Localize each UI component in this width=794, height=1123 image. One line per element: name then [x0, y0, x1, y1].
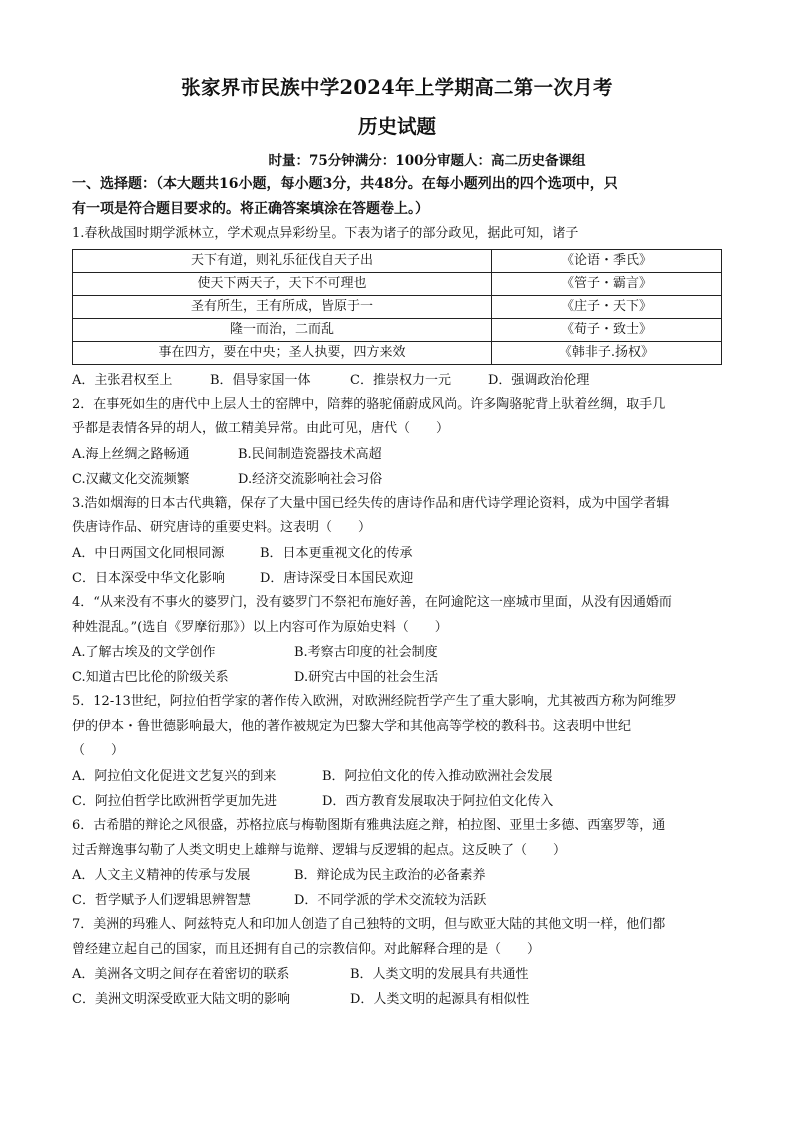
option-a[interactable]: A．阿拉伯文化促进文艺复兴的到来: [72, 768, 277, 784]
table-row: [73, 272, 722, 295]
question-5: [72, 690, 722, 814]
options-row: [72, 789, 722, 814]
option-d[interactable]: D．人类文明的起源具有相似性: [350, 992, 530, 1008]
option-a[interactable]: A．美洲各文明之间存在着密切的联系: [72, 967, 290, 983]
quote-cell: 使天下两天子，天下不可理也: [73, 272, 492, 295]
table-row: [73, 341, 722, 364]
option-c[interactable]: C．美洲文明深受欧亚大陆文明的影响: [72, 992, 290, 1008]
option-c[interactable]: C．日本深受中华文化影响: [72, 570, 225, 586]
question-6: [72, 814, 722, 913]
options-row: [72, 368, 722, 393]
question-stem: 4．“从来没有不事火的婆罗门，没有婆罗门不祭祀布施好善，在阿逾陀这一座城市里面，从没有因通婚而: [72, 594, 672, 610]
options-row: [72, 665, 722, 690]
source-cell: 《韩非子.扬权》: [492, 341, 722, 364]
option-c[interactable]: C．阿拉伯哲学比欧洲哲学更加先进: [72, 793, 277, 809]
question-stem: 6．古希腊的辩论之风很盛，苏格拉底与梅勒图斯有雅典法庭之辩，柏拉图、亚里士多德、西塞罗等，通: [72, 817, 666, 833]
table-row: [73, 295, 722, 318]
option-a[interactable]: A.海上丝绸之路畅通: [72, 446, 190, 462]
option-d[interactable]: D.经济交流影响社会习俗: [238, 471, 383, 487]
question-7: [72, 913, 722, 1012]
question-stem: 7．美洲的玛雅人、阿兹特克人和印加人创造了自己独特的文明，但与欧亚大陆的其他文明一样，他们都: [72, 917, 666, 933]
section-heading-line: 一、选择题：（本大题共16小题，每小题3分，共48分。在每小题列出的四个选项中，只: [72, 176, 618, 192]
option-b[interactable]: B．日本更重视文化的传承: [260, 545, 413, 561]
option-b[interactable]: B.民间制造瓷器技术高超: [238, 446, 382, 462]
exam-meta: 时量：75分钟满分：100分审题人：高二历史备课组: [268, 153, 586, 169]
options-row: [72, 764, 722, 789]
section-heading: [72, 172, 722, 222]
question-stem: 种姓混乱。”(选自《罗摩衍那》）以上内容可作为原始史料（ ）: [72, 619, 448, 635]
options-row: [72, 962, 722, 987]
option-a[interactable]: A．中日两国文化同根同源: [72, 545, 225, 561]
options-row: [72, 987, 722, 1012]
options-row: [72, 566, 722, 591]
option-c[interactable]: C.知道古巴比伦的阶级关系: [72, 670, 229, 686]
question-3: [72, 492, 722, 591]
question-stem: （ ）: [72, 743, 125, 759]
option-d[interactable]: D.研究古中国的社会生活: [294, 670, 439, 686]
source-cell: 《庄子・天下》: [492, 295, 722, 318]
exam-title: 张家界市民族中学2024年上学期高二第一次月考: [181, 76, 613, 99]
options-row: [72, 467, 722, 492]
question-1: [72, 222, 722, 393]
subject-title: 历史试题: [357, 115, 436, 138]
source-cell: 《荀子・致士》: [492, 318, 722, 341]
question-stem: 2．在事死如生的唐代中上层人士的窑牌中，陪葬的骆驼俑蔚成风尚。许多陶骆驼背上驮着丝绸，取手几: [72, 396, 666, 412]
options-row: [72, 863, 722, 888]
option-d[interactable]: D．唐诗深受日本国民欢迎: [260, 570, 414, 586]
quote-cell: 隆一而治，二而乱: [73, 318, 492, 341]
section-heading-line: 有一项是符合题目要求的。将正确答案填涂在答题卷上。）: [72, 201, 429, 217]
option-a[interactable]: A．主张君权至上: [72, 372, 173, 388]
question-2: [72, 393, 722, 492]
option-b[interactable]: B．阿拉伯文化的传入推动欧洲社会发展: [322, 768, 553, 784]
quotes-table: [72, 249, 722, 365]
question-stem: 5．12-13世纪，阿拉伯哲学家的著作传入欧洲，对欧洲经院哲学产生了重大影响，尤其被西方称为阿维罗: [72, 694, 677, 710]
table-row: [73, 318, 722, 341]
table-row: [73, 249, 722, 272]
question-stem: 乎都是表情各异的胡人，做工精美异常。由此可见，唐代（ ）: [72, 421, 450, 437]
options-row: [72, 640, 722, 665]
option-b[interactable]: B．辩论成为民主政治的必备素养: [294, 868, 486, 884]
question-4: [72, 591, 722, 690]
option-d[interactable]: D．西方教育发展取决于阿拉伯文化传入: [322, 793, 554, 809]
quote-cell: 圣有所生，王有所成，皆原于一: [73, 295, 492, 318]
options-row: [72, 888, 722, 913]
question-stem: 1.春秋战国时期学派林立，学术观点异彩纷呈。下表为诸子的部分政见，据此可知，诸子: [72, 226, 579, 241]
option-b[interactable]: B.考察古印度的社会制度: [294, 645, 438, 661]
option-d[interactable]: D．强调政治伦理: [488, 372, 590, 388]
quote-cell: 事在四方，要在中央；圣人执要，四方来效: [73, 341, 492, 364]
option-c[interactable]: C.汉藏文化交流频繁: [72, 471, 190, 487]
quote-cell: 天下有道，则礼乐征伐自天子出: [73, 249, 492, 272]
option-a[interactable]: A.了解古埃及的文学创作: [72, 645, 216, 661]
source-cell: 《管子・霸言》: [492, 272, 722, 295]
option-c[interactable]: C．哲学赋予人们逻辑思辨智慧: [72, 893, 251, 909]
question-stem: 佚唐诗作品、研究唐诗的重要史料。这表明（ ）: [72, 520, 372, 536]
question-stem: 3.浩如烟海的日本古代典籍，保存了大量中国已经失传的唐诗作品和唐代诗学理论资料，成为中国学者辑: [72, 495, 670, 511]
option-d[interactable]: D．不同学派的学术交流较为活跃: [294, 893, 487, 909]
options-row: [72, 442, 722, 467]
source-cell: 《论语・季氏》: [492, 249, 722, 272]
option-c[interactable]: C．推崇权力一元: [350, 372, 451, 388]
question-stem: 过舌辩逸事勾勒了人类文明史上雄辩与诡辩、逻辑与反逻辑的起点。这反映了（ ）: [72, 842, 567, 858]
exam-page: [72, 62, 722, 1012]
question-stem: 曾经建立起自己的国家，而且还拥有自己的宗教信仰。对此解释合理的是（ ）: [72, 941, 541, 957]
option-b[interactable]: B．人类文明的发展具有共通性: [350, 967, 529, 983]
option-a[interactable]: A．人文主义精神的传承与发展: [72, 868, 251, 884]
question-stem: 伊的伊本・鲁世德影响最大，他的著作被规定为巴黎大学和其他高等学校的教科书。这表明中世纪: [72, 718, 632, 734]
option-b[interactable]: B．倡导家国一体: [210, 372, 311, 388]
options-row: [72, 541, 722, 566]
